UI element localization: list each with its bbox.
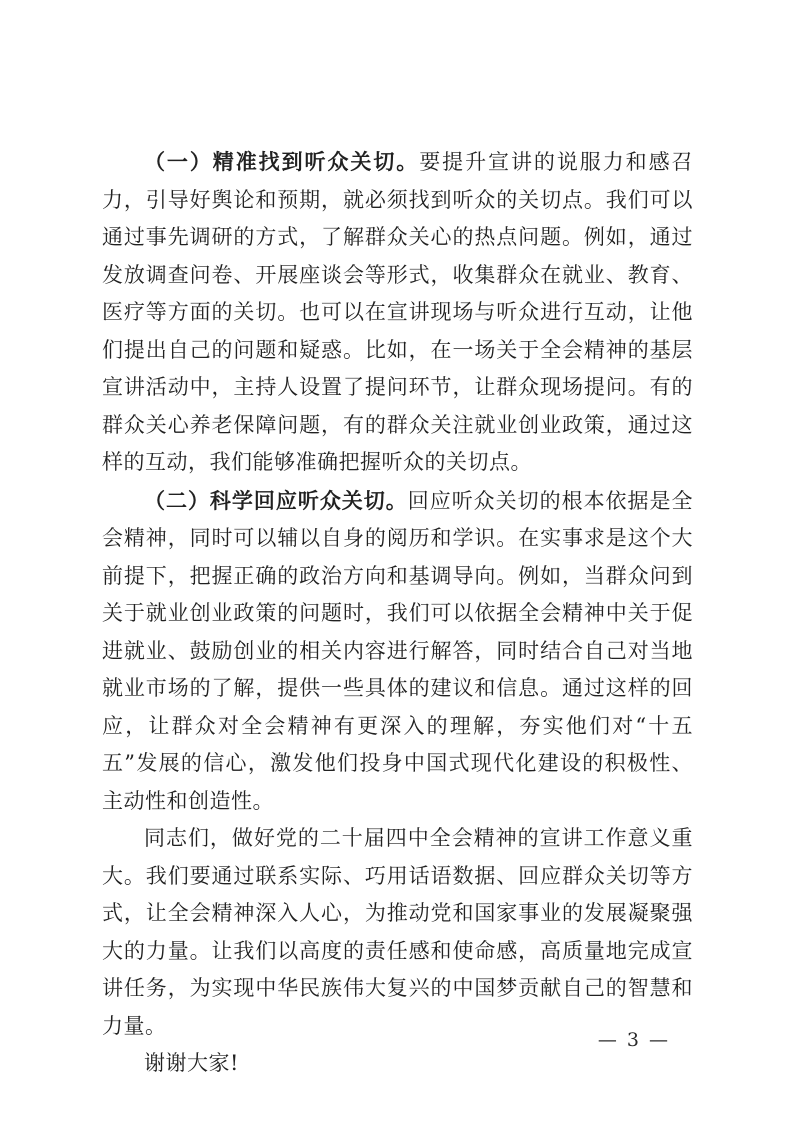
paragraph-1-heading: （一）精准找到听众关切。 bbox=[144, 149, 420, 174]
document-body bbox=[102, 143, 693, 1083]
paragraph-2 bbox=[102, 482, 693, 821]
paragraph-1-text: 要提升宣讲的说服力和感召力，引导好舆论和预期，就必须找到听众的关切点。我们可以通过事先调研的方式，了解群众关心的热点问题。例如，通过发放调查问卷、开展座谈会等形式，收集群众在就业、教育、医疗等方面的关切。也可以在宣讲现场与听众进行互动，让他们提出自己的问题和疑惑。比如，在一场关于全会精神的基层宣讲活动中，主持人设置了提问环节，让群众现场提问。有的群众关心养老保障问题，有的群众关注就业创业政策，通过这样的互动，我们能够准确把握听众的关切点。 bbox=[102, 150, 694, 474]
paragraph-2-heading: （二）科学回应听众关切。 bbox=[144, 487, 408, 513]
paragraph-1 bbox=[102, 143, 693, 482]
paragraph-3 bbox=[102, 820, 693, 1045]
paragraph-3-text: 同志们，做好党的二十届四中全会精神的宣讲工作意义重大。我们要通过联系实际、巧用话语数据、回应群众关切等方式，让全会精神深入人心，为推动党和国家事业的发展凝聚强大的力量。让我们以高度的责任感和使命感，高质量地完成宣讲任务，为实现中华民族伟大复兴的中国梦贡献自己的智慧和力量。 bbox=[102, 826, 693, 1038]
page-number: — 3 — bbox=[597, 1029, 670, 1051]
paragraph-2-text: 回应听众关切的根本依据是全会精神，同时可以辅以自身的阅历和学识。在实事求是这个大前提下，把握正确的政治方向和基调导向。例如，当群众问到关于就业创业政策的问题时，我们可以依据全会精神中关于促进就业、鼓励创业的相关内容进行解答，同时结合自己对当地就业市场的了解，提供一些具体的建议和信息。通过这样的回应，让群众对全会精神有更深入的理解，夯实他们对“十五五”发展的信心，激发他们投身中国式现代化建设的积极性、主动性和创造性。 bbox=[102, 488, 693, 813]
paragraph-4-text: 谢谢大家! bbox=[144, 1051, 239, 1075]
